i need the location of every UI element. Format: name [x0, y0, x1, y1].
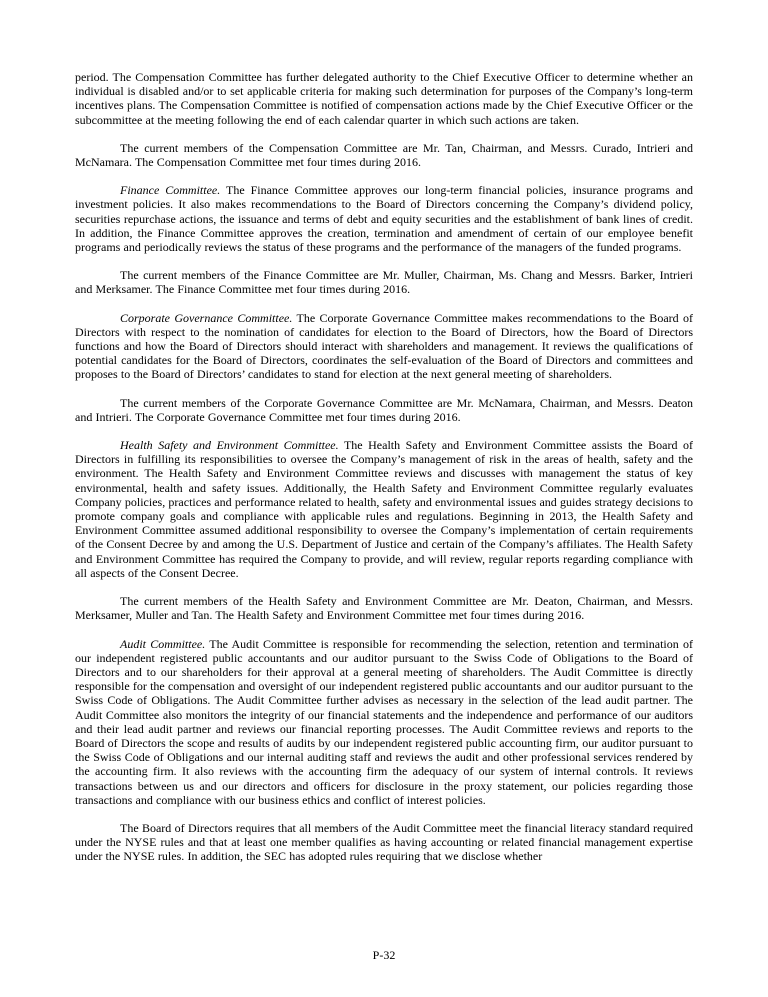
committee-name-lead: Audit Committee. — [120, 636, 206, 651]
body-paragraph — [75, 311, 693, 382]
body-paragraph — [75, 594, 693, 622]
paragraph-text: The Audit Committee is responsible for recommending the selection, retention and termination of our independent registered public accountants and our auditor pursuant to the Swiss Code of Obligations to the Board of Directors and to our shareholders for their approval at a general meeting of shareholders. The Audit Committee is directly responsible for the compensation and oversight of our independent registered public accountants and our auditor pursuant to the Swiss Code of Obligations. The Audit Committee further advises as necessary in the selection of the lead audit partner. The Audit Committee also monitors the integrity of our financial statements and the independence and performance of our auditors and their lead audit partner and reviews our financial reporting processes. The Audit Committee reviews and reports to the Board of Directors the scope and results of audits by our independent registered public accounting firm, our auditor pursuant to the Swiss Code of Obligations and our internal auditing staff and reviews the audit and other professional services rendered by the accounting firm. It also reviews with the accounting firm the adequacy of our system of internal controls. It reviews transactions between us and our directors and officers for disclosure in the proxy statement, our policies regarding those transactions and compliance with our business ethics and conflict of interest policies. — [75, 636, 693, 807]
paragraph-text: The Finance Committee approves our long-term financial policies, insurance programs and investment policies. It also makes recommendations to the Board of Directors concerning the Company’s dividend policy, securities repurchase actions, the issuance and terms of debt and equity securities and the establishment of bank lines of credit. In addition, the Finance Committee approves the creation, termination and amendment of certain of our employee benefit programs and periodically reviews the status of these programs and the performance of the managers of the funded programs. — [75, 183, 694, 255]
body-paragraph — [75, 438, 693, 580]
committee-name-lead: Corporate Governance Committee. — [120, 310, 293, 325]
body-paragraph — [75, 70, 693, 127]
paragraph-text: The Corporate Governance Committee makes recommendations to the Board of Directors with respect to the nomination of candidates for election to the Board of Directors, how the Board of Directors functions and how the Board of Directors should interact with shareholders and management. It reviews the qualifications of potential candidates for the Board of Directors, coordinates the self-evaluation of the Board of Directors and committees and proposes to the Board of Directors’ candidates to stand for election at the next general meeting of shareholders. — [75, 310, 693, 382]
body-paragraph — [75, 821, 693, 864]
committee-name-lead: Finance Committee. — [120, 183, 221, 198]
page-body — [75, 70, 693, 878]
committee-name-lead: Health Safety and Environment Committee. — [120, 438, 339, 453]
body-paragraph — [75, 183, 693, 254]
body-paragraph — [75, 396, 693, 424]
paragraph-text: The current members of the Health Safety and Environment Committee are Mr. Deaton, Chairman, and Messrs. Merksamer, Muller and Tan. The Health Safety and Environment Committee met four times during 2016. — [75, 594, 693, 623]
paragraph-text: period. The Compensation Committee has further delegated authority to the Chief Executive Officer to determine whether an individual is disabled and/or to set applicable criteria for making such determination for purposes of the Company’s long-term incentives plans. The Compensation Committee is notified of compensation actions made by the Chief Executive Officer or the subcommittee at the meeting following the end of each calendar quarter in which such actions are taken. — [75, 70, 693, 127]
paragraph-text: The current members of the Compensation Committee are Mr. Tan, Chairman, and Messrs. Curado, Intrieri and McNamara. The Compensation Committee met four times during 2016. — [75, 140, 693, 170]
body-paragraph — [75, 637, 693, 807]
paragraph-text: The current members of the Finance Committee are Mr. Muller, Chairman, Ms. Chang and Messrs. Barker, Intrieri and Merksamer. The Finance Committee met four times during 2016. — [75, 268, 693, 297]
paragraph-text: The Health Safety and Environment Committee assists the Board of Directors in fulfilling its responsibilities to oversee the Company’s management of risk in the areas of health, safety and the environment. The Health Safety and Environment Committee reviews and discusses with management the status of key environmental, health and safety issues. Additionally, the Health Safety and Environment Committee regularly evaluates Company policies, practices and performance related to health, safety and environmental issues and guides strategy decisions to promote company goals and compliance with applicable rules and regulations. Beginning in 2013, the Health Safety and Environment Committee assumed additional responsibility to oversee the Company’s implementation of certain requirements of the Consent Decree by and among the U.S. Department of Justice and certain of the Company’s affiliates. The Health Safety and Environment Committee has required the Company to provide, and will review, regular reports regarding compliance with all aspects of the Consent Decree. — [75, 438, 694, 580]
body-paragraph — [75, 268, 693, 296]
paragraph-text: The Board of Directors requires that all members of the Audit Committee meet the financial literacy standard required under the NYSE rules and that at least one member qualifies as having accounting or related financial management expertise under the NYSE rules. In addition, the SEC has adopted rules requiring that we disclose whether — [75, 820, 693, 864]
paragraph-text: The current members of the Corporate Governance Committee are Mr. McNamara, Chairman, and Messrs. Deaton and Intrieri. The Corporate Governance Committee met four times during 2016. — [75, 395, 693, 424]
page-number: P-32 — [372, 948, 396, 962]
body-paragraph — [75, 141, 693, 169]
